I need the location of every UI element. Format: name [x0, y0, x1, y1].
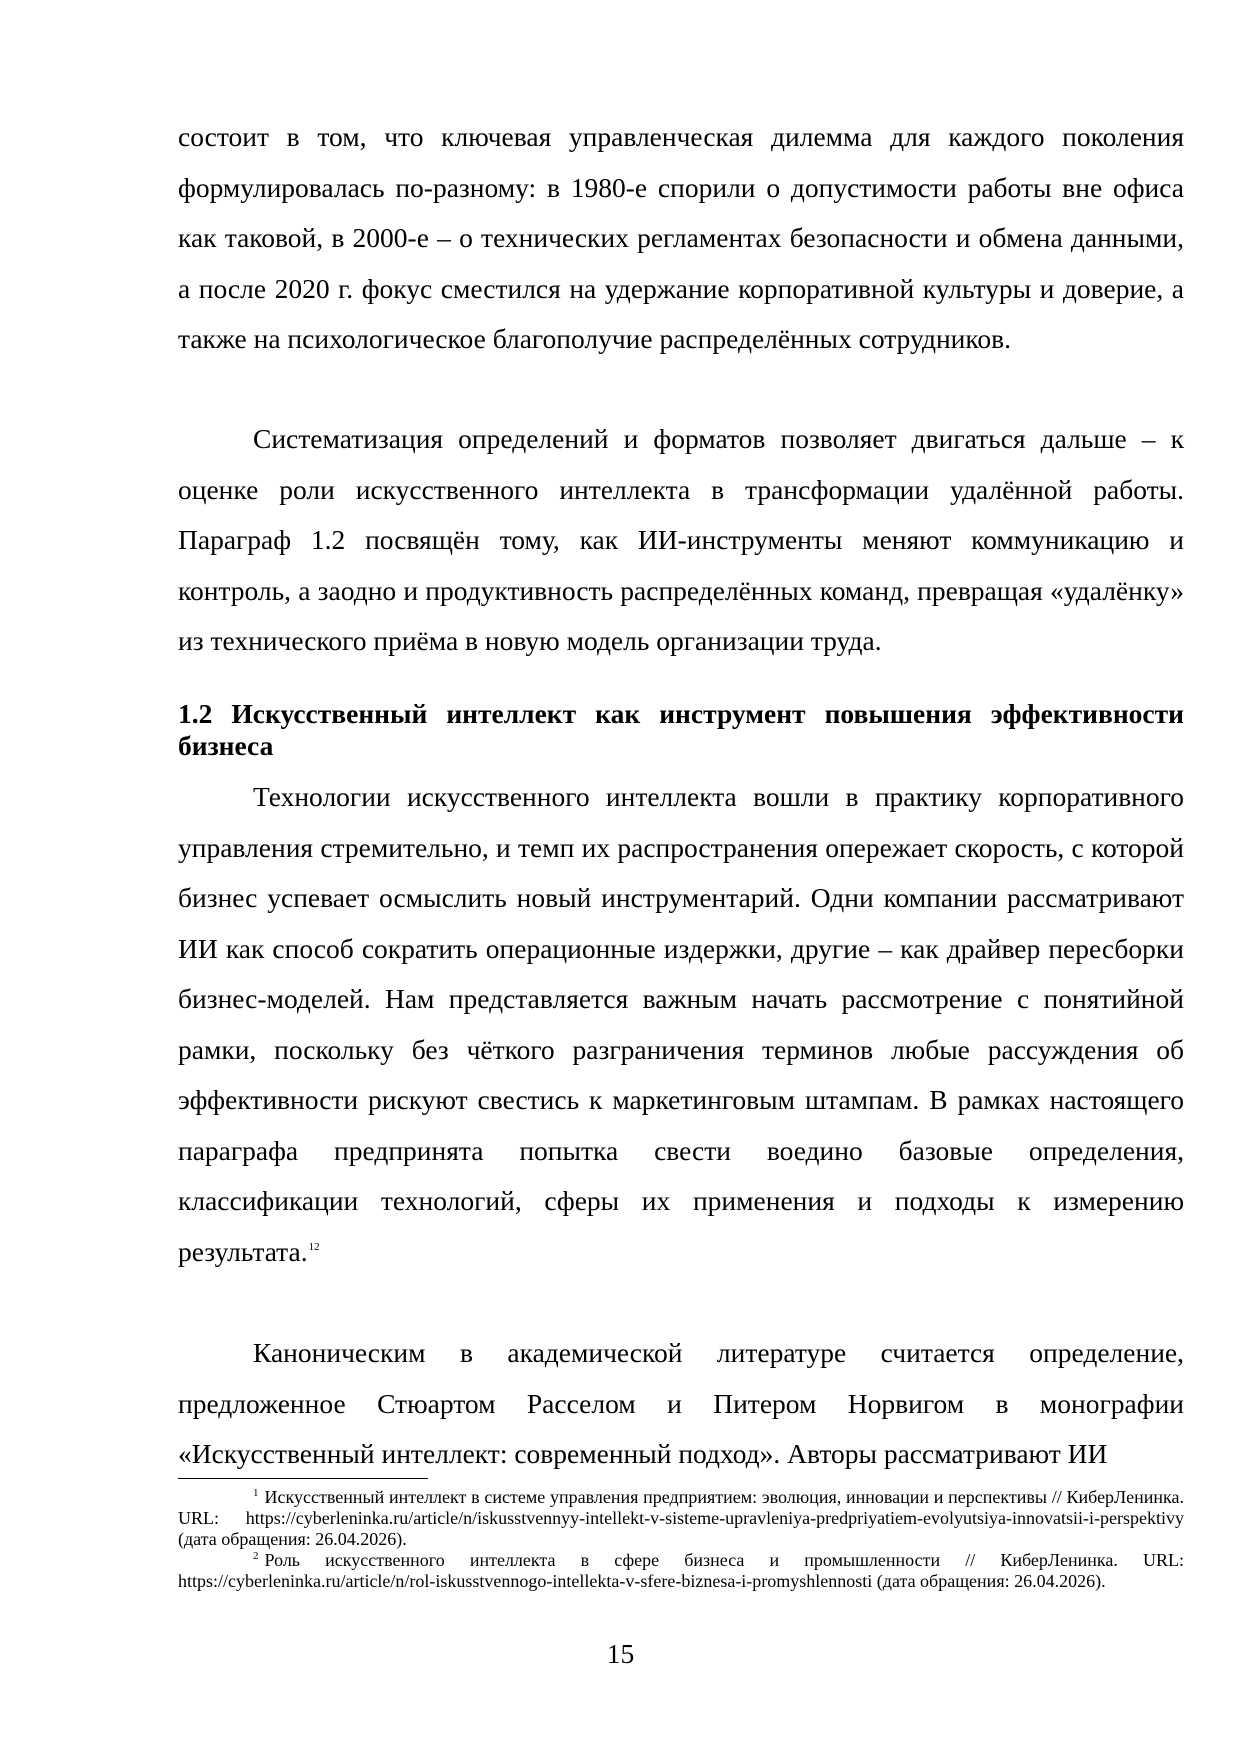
footnotes — [178, 1487, 1184, 1592]
paragraph-text: Каноническим в академической литературе считается определение, предложенное Стюартом Расселом и Питером Норвигом в монографии «Искусственный интеллект: современный подход». Авторы рассматривают ИИ — [178, 1337, 1184, 1469]
paragraph-systematization — [178, 414, 1184, 667]
footnote-text: Роль искусственного интеллекта в сфере бизнеса и промышленности // КиберЛенинка. URL: https://cyberleninka.ru/article/n/rol-iskusstvennogo-intellekta-v-sfere-biznesa-i-promyshlennosti (дата обращения: 26.04.2026). — [178, 1550, 1184, 1591]
footnote-item — [178, 1487, 1184, 1550]
paragraph-text: Технологии искусственного интеллекта вошли в практику корпоративного управления стремительно, и темп их распространения опережает скорость, с которой бизнес успевает осмыслить новый инструментарий. Одни компании рассматривают ИИ как способ сократить операционные издержки, другие – как драйвер пересборки бизнес-моделей. Нам представляется важным начать рассмотрение с понятийной рамки, поскольку без чёткого разграничения терминов любые рассуждения об эффективности рискуют свестись к маркетинговым штампам. В рамках настоящего параграфа предпринята попытка свести воедино базовые определения, классификации технологий, сферы их применения и подходы к измерению результата. — [178, 781, 1184, 1267]
section-heading: 1.2 Искусственный интеллект как инструмент повышения эффективности бизнеса — [178, 698, 1184, 761]
paragraph-ai-technologies — [178, 772, 1184, 1277]
paragraph-canonical-definition — [178, 1328, 1184, 1480]
footnote-reference[interactable]: 12 — [308, 1241, 320, 1254]
paragraph-continuation — [178, 112, 1184, 365]
footnote-number: 1 — [253, 1487, 259, 1499]
paragraph-text: состоит в том, что ключевая управленческая дилемма для каждого поколения формулировалась по-разному: в 1980-е спорили о допустимости работы вне офиса как таковой, в 2000-е – о технических регламентах безопасности и обмена данными, а после 2020 г. фокус сместился на удержание корпоративной культуры и доверие, а также на психологическое благополучие распределённых сотрудников. — [178, 121, 1184, 354]
footnote-text: Искусственный интеллект в системе управления предприятием: эволюция, инновации и перспективы // КиберЛенинка. URL: https://cyberleninka.ru/article/n/iskusstvennyy-intellekt-v-sisteme-upravleniya-predpriyatiem-evolyutsiya-innovatsii-i-perspektivy (дата обращения: 26.04.2026). — [178, 1487, 1184, 1549]
footnote-number: 2 — [253, 1550, 259, 1562]
page-number: 15 — [606, 1638, 635, 1669]
paragraph-text: Систематизация определений и форматов позволяет двигаться дальше – к оценке роли искусственного интеллекта в трансформации удалённой работы. Параграф 1.2 посвящён тому, как ИИ-инструменты меняют коммуникацию и контроль, а заодно и продуктивность распределённых команд, превращая «удалёнку» из технического приёма в новую модель организации труда. — [178, 423, 1184, 656]
footnote-separator — [178, 1478, 428, 1479]
footnote-item — [178, 1550, 1184, 1592]
